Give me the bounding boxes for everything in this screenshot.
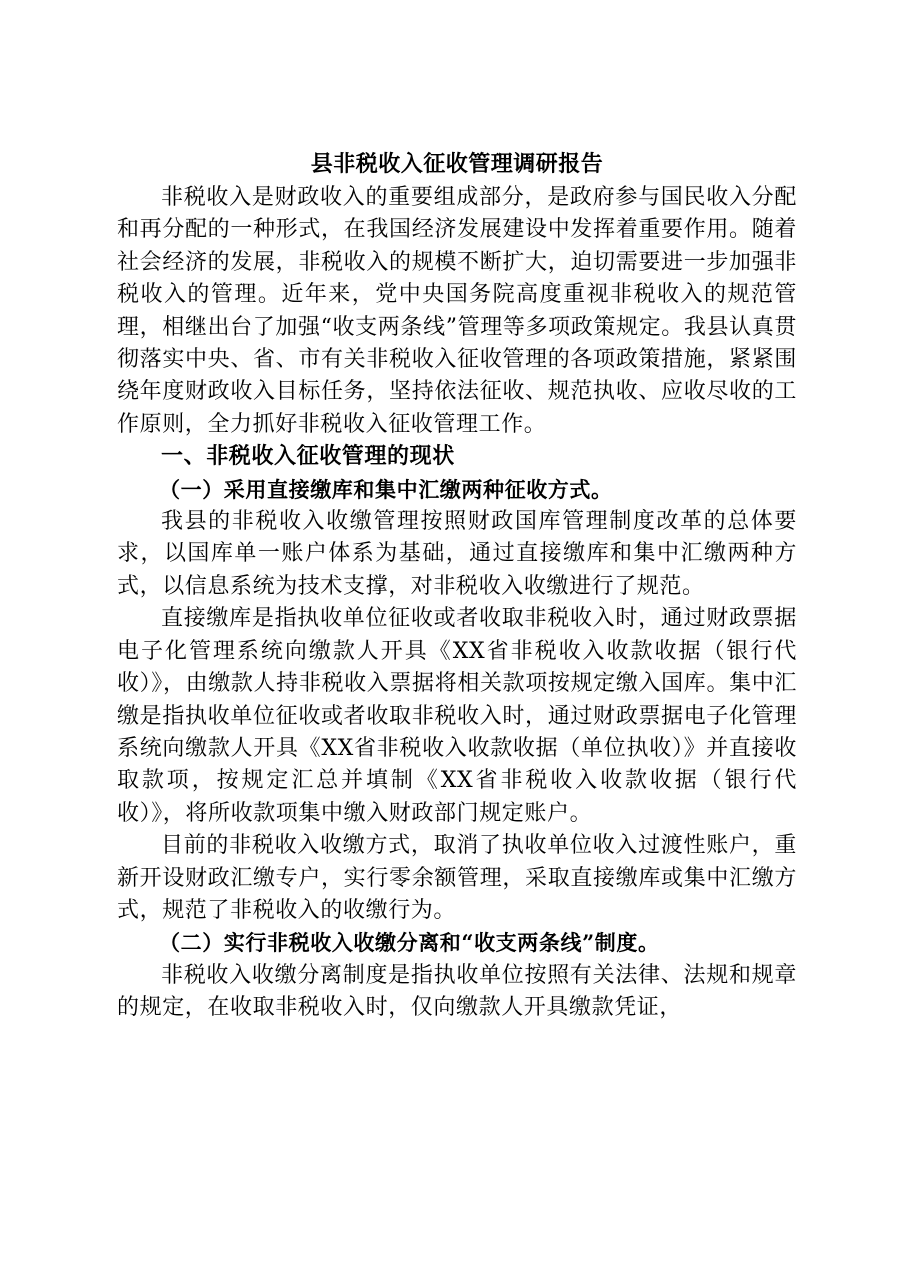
body-paragraph: 目前的非税收入收缴方式，取消了执收单位收入过渡性账户，重新开设财政汇缴专户，实行零余额管理，采取直接缴库或集中汇缴方式，规范了非税收入的收缴行为。 [117,833,797,923]
subsection-heading: （一）采用直接缴库和集中汇缴两种征收方式。 [159,476,613,502]
body-paragraph: 直接缴库是指执收单位征收或者收取非税收入时，通过财政票据电子化管理系统向缴款人开具《XX省非税收入收款收据（银行代收）》，由缴款人持非税收入票据将相关款项按规定缴入国库。集中汇缴是指执收单位征收或者收取非税收入时，通过财政票据电子化管理系统向缴款人开具《XX省非税收入收款收据（单位执收）》并直接收取款项，按规定汇总并填制《XX省非税收入收款收据（银行代收）》，将所收款项集中缴入财政部门规定账户。 [117,606,797,826]
section-heading: 一、非税收入征收管理的现状 [161,444,455,470]
body-paragraph: 我县的非税收入收缴管理按照财政国库管理制度改革的总体要求，以国库单一账户体系为基础，通过直接缴库和集中汇缴两种方式，以信息系统为技术支撑，对非税收入收缴进行了规范。 [117,509,797,599]
body-paragraph: 非税收入收缴分离制度是指执收单位按照有关法律、法规和规章的规定，在收取非税收入时，仅向缴款人开具缴款凭证， [117,962,797,1021]
document-body [117,146,797,1025]
intro-paragraph: 非税收入是财政收入的重要组成部分，是政府参与国民收入分配和再分配的一种形式，在我国经济发展建设中发挥着重要作用。随着社会经济的发展，非税收入的规模不断扩大，迫切需要进一步加强非税收入的管理。近年来，党中央国务院高度重视非税收入的规范管理，相继出台了加强“收支两条线”管理等多项政策规定。我县认真贯彻落实中央、省、市有关非税收入征收管理的各项政策措施，紧紧围绕年度财政收入目标任务，坚持依法征收、规范执收、应收尽收的工作原则，全力抓好非税收入征收管理工作。 [117,185,797,437]
subsection-heading: （二）实行非税收入收缴分离和“收支两条线”制度。 [159,930,660,956]
document-title: 县非税收入征收管理调研报告 [310,151,604,177]
